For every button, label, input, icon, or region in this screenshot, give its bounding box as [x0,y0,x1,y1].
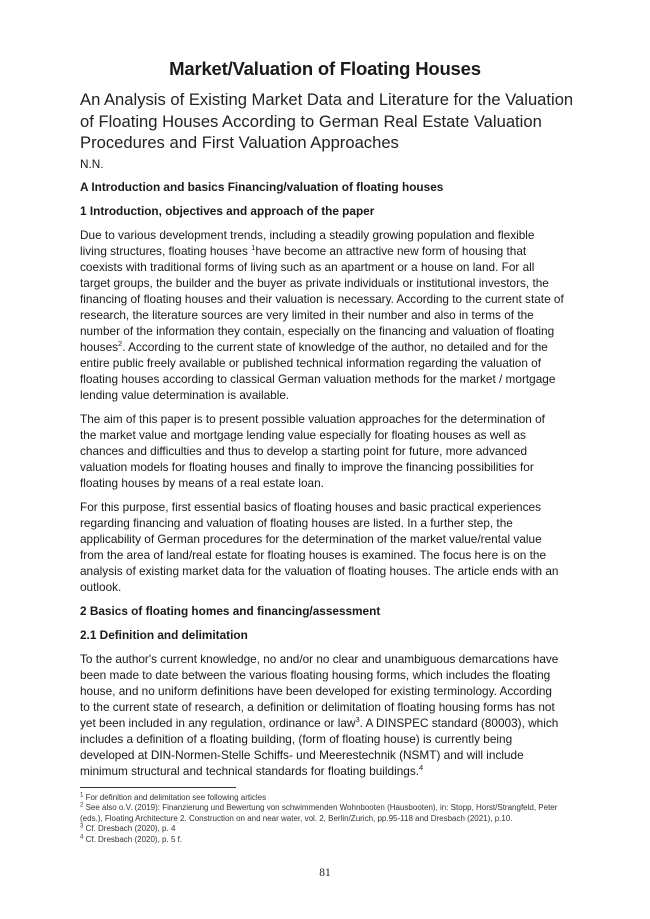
section-1-paragraph-2: The aim of this paper is to present possible valuation approaches for the determination of the market value and mortgage lending value especially for floating houses as well as chances and difficulties and thus to develop a starting point for future, more advanced valuation models for floating houses and finally to improve the financing possibilities for floating houses by means of a real estate loan. [80,412,545,490]
footnote-ref-2: 2 [118,339,123,349]
footnote-2 [80,803,570,824]
body-text [80,179,564,779]
footnote-number: 4 [80,833,84,840]
section-2-1-paragraph-1 [80,651,564,779]
footnote-number: 3 [80,823,84,830]
text-run: have become an attractive new form of housing that coexists with traditional forms of living such as an apartment or a house on land. For all target groups, the builder and the buyer as private individuals or institutional investors, the financing of floating houses and their valuation is necessary. According to the current state of research, the literature sources are very limited in their number and also in terms of the number of the information they contain, especially on the financing and valuation of floating houses [80,244,564,354]
footnote-number: 2 [80,802,84,809]
text-run: . A DINSPEC standard (80003), which includes a definition of a floating building, (form of floating house) is currently being developed at DIN-Normen-Stelle Schiffs- und Meerestechnik (NSMT) and will include minimum structural and technical standards for floating buildings. [80,716,559,778]
section-2-heading: 2 Basics of floating homes and financing/assessment [80,604,381,618]
footnote-3 [80,824,570,834]
author: N.N. [80,157,104,171]
footnote-divider [80,787,236,788]
footnote-ref-3: 3 [355,715,360,725]
section-1-paragraph-3: For this purpose, first essential basics of floating houses and basic practical experiences regarding financing and valuation of floating houses are listed. In a further step, the applicability of German procedures for the determination of the market value/rental value from the area of land/real estate for floating houses is examined. The focus here is on the analysis of existing market data for the valuation of floating houses. The article ends with an outlook. [80,500,559,594]
text-run: To the author's current knowledge, no and/or no clear and unambiguous demarcations have been made to date between the various floating housing forms, which includes the floating house, and no uniform definitions have been developed for existing terminology. According to the current state of research, a definition or delimitation of floating housing forms has not yet been included in any regulation, ordinance or law [80,652,559,730]
footnote-4 [80,835,570,845]
section-1-paragraph-1 [80,227,564,403]
footnote-text: For definition and delimitation see following articles [83,793,267,802]
text-run: . According to the current state of knowledge of the author, no detailed and for the entire public freely available or published technical information regarding the valuation of floating houses according to classical German valuation methods for the market / mortgage lending value determination is available. [80,340,556,402]
paper-subtitle: An Analysis of Existing Market Data and Literature for the Valuation of Floating Houses According to German Real Estate Valuation Procedures and First Valuation Approaches [80,90,574,152]
footnotes [80,793,570,845]
text-run: Due to various development trends, including a steadily growing population and flexible living structures, floating houses [80,228,535,258]
part-heading: A Introduction and basics Financing/valuation of floating houses [80,180,444,194]
footnote-ref-4: 4 [419,763,424,773]
footnote-text: Cf. Dresbach (2020), p. 5 f. [83,834,183,844]
paper-title: Market/Valuation of Floating Houses [169,58,481,79]
footnote-number: 1 [80,792,84,799]
footnote-text: Cf. Dresbach (2020), p. 4 [83,824,176,834]
footnote-ref-1: 1 [251,243,256,253]
footnote-text: See also o.V. (2019): Finanzierung und Bewertung von schwimmenden Wohnbooten (Hausbooten), in: Stopp, Horst/Strangfeld, Peter (eds.), Floating Architecture 2. Construction on and near water, vol. 2, Berlin/Zurich, pp.95-118 and Dresbach (2021), p.10. [80,803,558,823]
footnote-1 [80,793,570,803]
section-1-heading: 1 Introduction, objectives and approach of the paper [80,204,375,218]
page-number: 81 [319,867,331,879]
section-2-1-heading: 2.1 Definition and delimitation [80,628,248,642]
